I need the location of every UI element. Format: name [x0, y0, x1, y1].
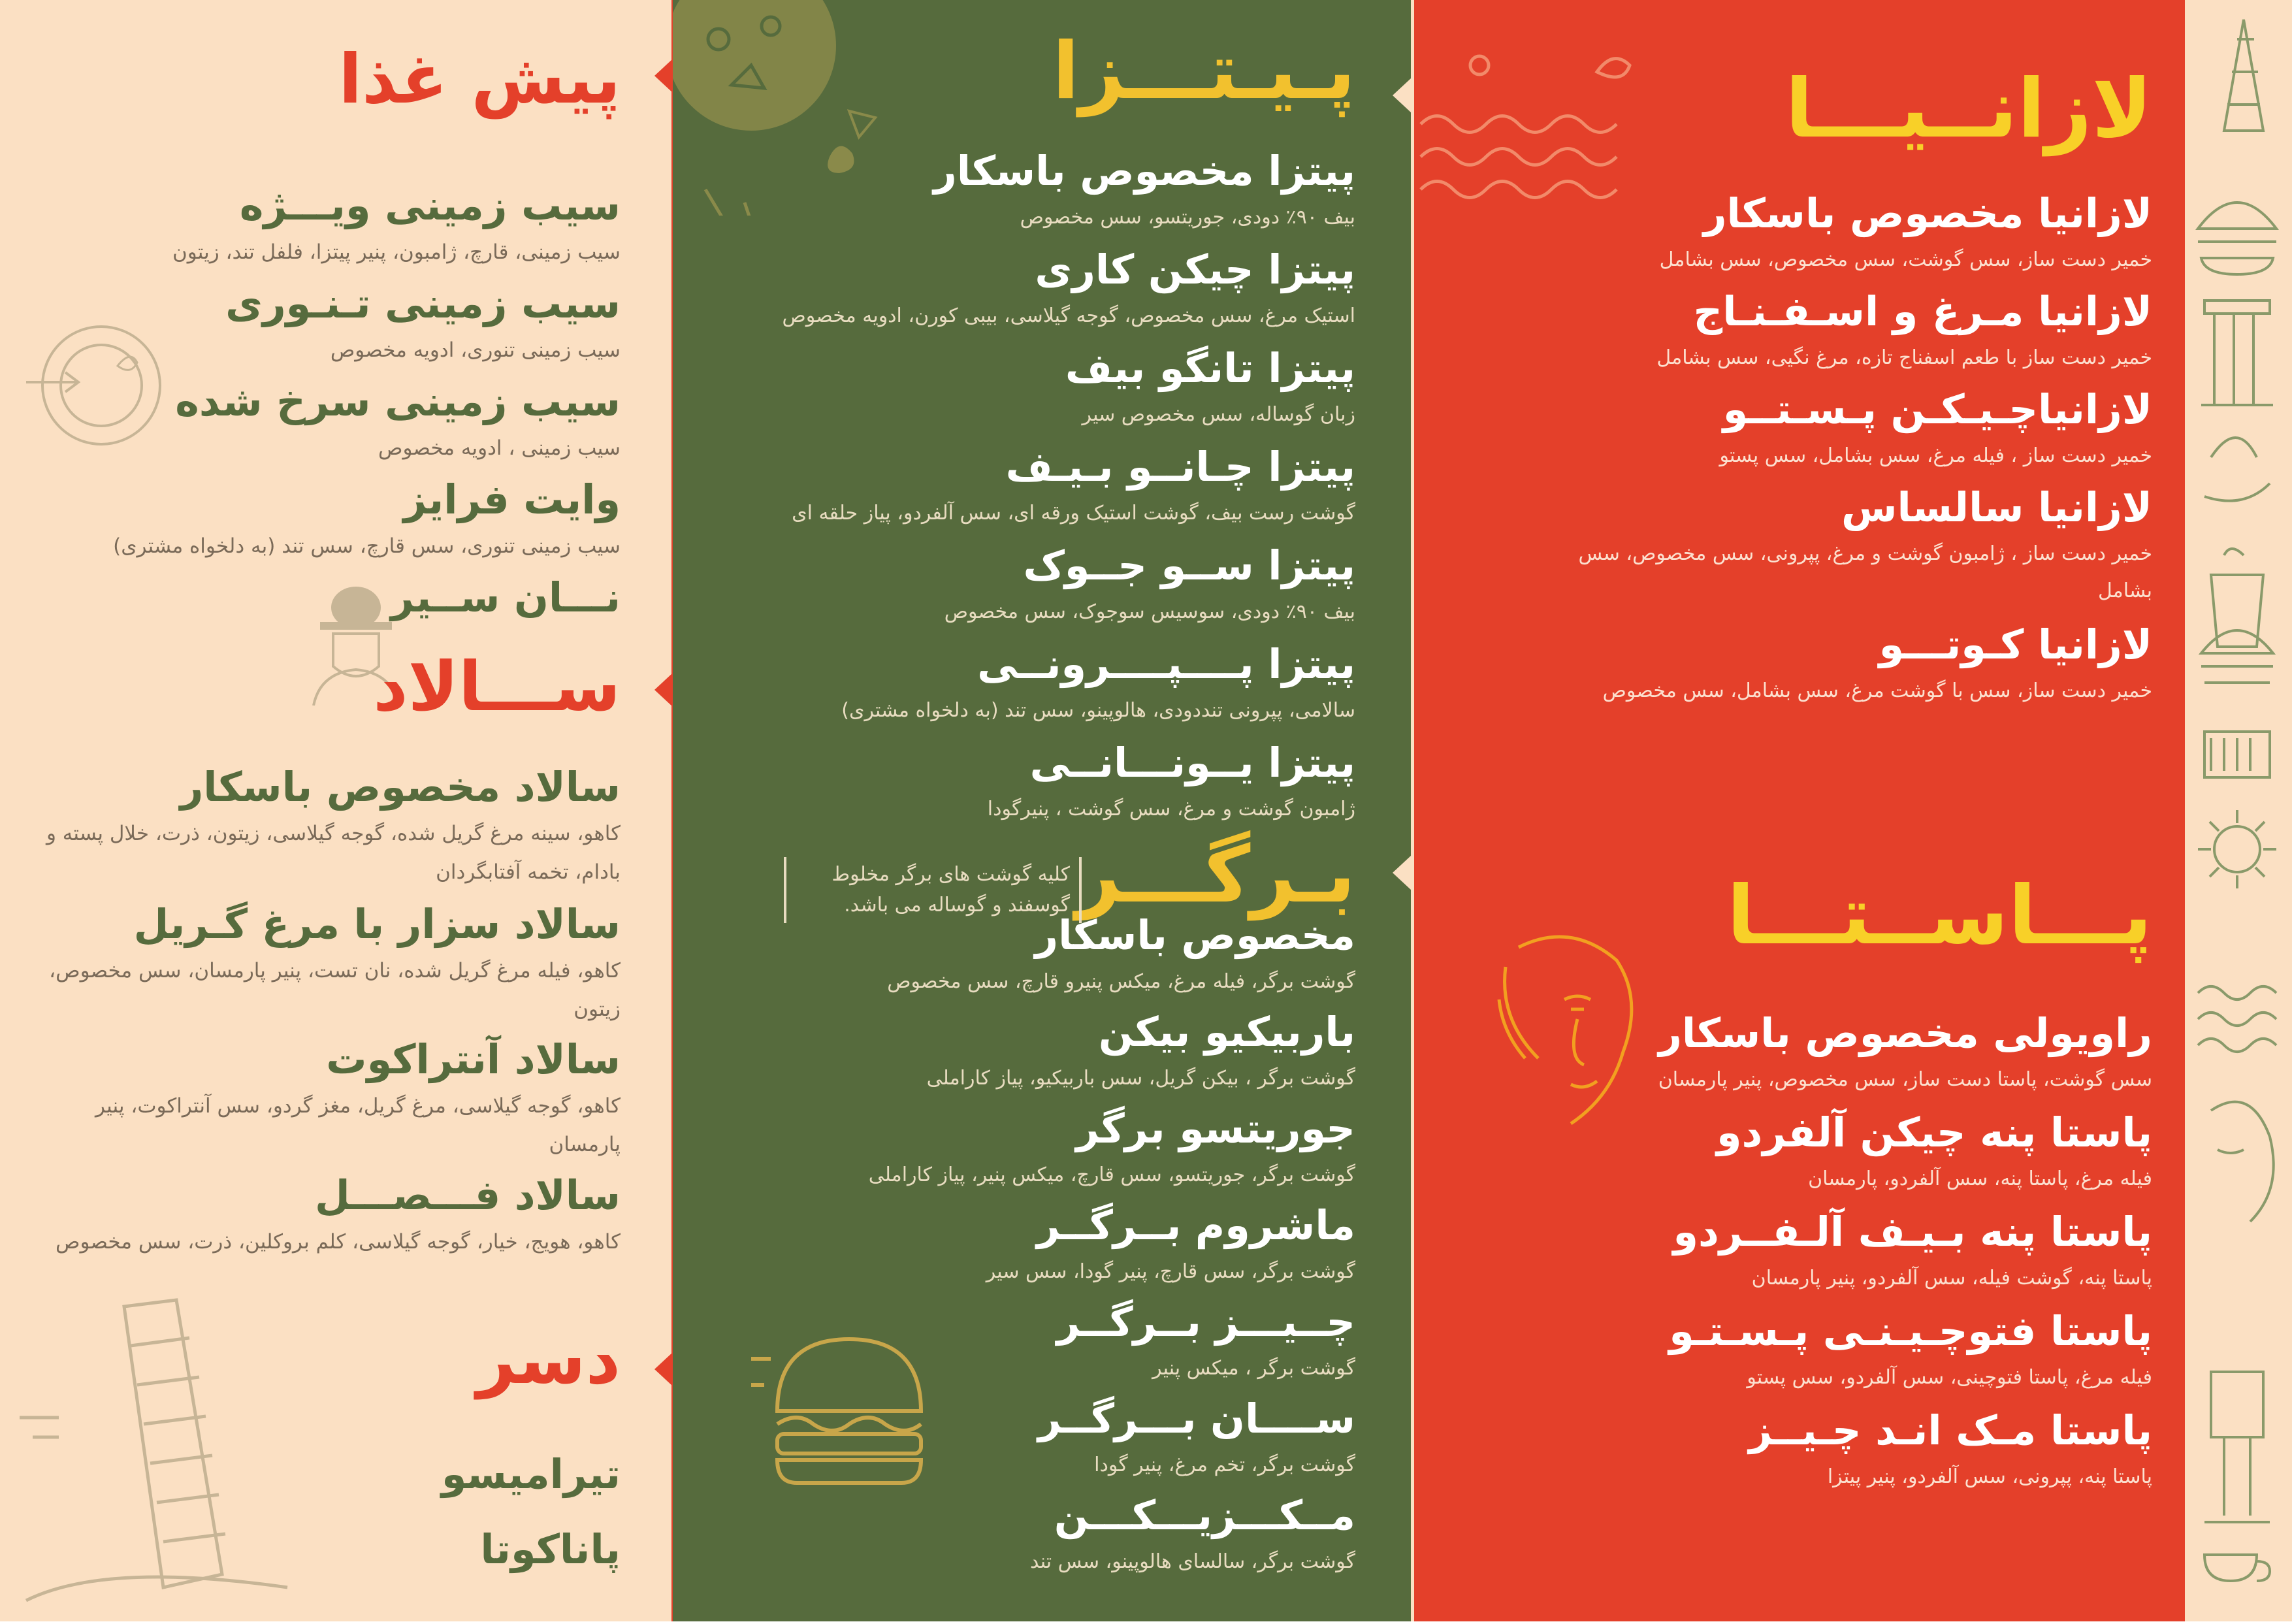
pasta-title: پـــاســتـــا [1726, 869, 2152, 963]
item-name: تیرامیسو [441, 1450, 621, 1498]
divider-notch [1393, 78, 1411, 112]
item-desc: گوشت برگر، جوریتسو، سس قارچ، میکس پنیر، پیاز کاراملی [868, 1163, 1355, 1186]
menu-item [1551, 1406, 2152, 1495]
item-desc: فیله مرغ، پاستا پنه، سس آلفردو، پارمسان [1808, 1167, 2152, 1190]
item-desc: کاهو، گوجه گیلاسی، مرغ گریل، مغز گردو، سس آنتراکوت، پنیر پارمسان [95, 1094, 621, 1156]
menu-item [767, 246, 1355, 334]
item-name: پیتزا تانگو بیف [1065, 344, 1355, 392]
item-name: پیتزا چـانــو بـیـف [1005, 443, 1355, 491]
burger-title: بـرگـــر [1075, 830, 1355, 920]
item-desc: گوشت برگر ، میکس پنیر [1152, 1357, 1355, 1380]
item-name: راویولی مخصوص باسکار [1658, 1009, 2152, 1057]
pizza-title: پـیـتـــزا [1052, 26, 1355, 117]
salads-title: ســـالاد [373, 647, 621, 726]
divider-notch [654, 1352, 673, 1386]
menu-item [767, 147, 1355, 236]
item-desc: استیک مرغ، سس مخصوص، گوجه گیلاسی، بیبی کورن، ادویه مخصوص [782, 304, 1355, 327]
item-name: پیتزا ســو جــوک [1023, 542, 1355, 589]
menu-item [33, 1450, 621, 1498]
item-desc: سیب زمینی تنوری، سس قارچ، سس تند (به دلخواه مشتری) [113, 534, 621, 558]
menu-item [767, 1201, 1355, 1290]
item-name: پاناکوتا [480, 1525, 621, 1573]
item-name: لازانیا کـوتـــو [1879, 621, 2152, 668]
item-name: نـــان ســیر [391, 574, 621, 621]
item-name: پاستا پنه چیکن آلفردو [1717, 1109, 2152, 1156]
menu-item [767, 1298, 1355, 1387]
menu-item [1551, 1009, 2152, 1098]
menu-item [33, 1525, 621, 1573]
item-name: جوریتسو برگر [1076, 1105, 1355, 1152]
menu-item [1551, 483, 2152, 609]
item-desc: بیف ۹۰٪ دودی، جوریتسو، سس مخصوص [1020, 206, 1355, 229]
item-name: پاستا پنه بـیـف آلـفــردو [1673, 1208, 2152, 1256]
menu-item [767, 1105, 1355, 1194]
appetizers-title: پیش غذا [338, 39, 621, 119]
item-name: سالاد فـــصـــل [315, 1171, 621, 1219]
item-desc: گوشت برگر ، بیکن گریل، سس باربیکیو، پیاز کاراملی [926, 1067, 1355, 1090]
menu-item [767, 911, 1355, 1000]
menu-item [33, 476, 621, 566]
menu-item [1551, 1307, 2152, 1396]
item-name: پیتزا مخصوص باسکار [933, 147, 1355, 195]
right-menu-panel [1414, 0, 2185, 1621]
item-desc: کاهو، سینه مرغ گریل شده، گوجه گیلاسی، زیتون، ذرت، خلال پسته و بادام، تخمه آفتابگردان [46, 822, 621, 884]
italian-icons-pattern [2185, 0, 2292, 1621]
decorative-strip [2185, 0, 2292, 1621]
item-desc: خمیر دست ساز ، فیله مرغ، سس بشامل، سس پستو [1719, 444, 2152, 467]
item-desc: خمیر دست ساز با طعم اسفناج تازه، مرغ نگیی، سس بشامل [1656, 346, 2152, 369]
item-name: وایت فرایز [403, 476, 621, 523]
item-desc: سیب زمینی ، ادویه مخصوص [378, 436, 621, 460]
item-name: پیتزا یــونـــانــی [1029, 739, 1355, 787]
menu-item [1551, 1208, 2152, 1297]
item-name: ســــان بـــرگــر [1038, 1395, 1355, 1442]
menu-item [1551, 1109, 2152, 1197]
item-name: سیب زمینی ویـــژه [239, 182, 621, 229]
item-name: چــیـــز بــرگــر [1056, 1298, 1355, 1346]
menu-item [1551, 621, 2152, 709]
menu-item [33, 182, 621, 272]
item-desc: خمیر دست ساز، سس با گوشت مرغ، سس بشامل، سس مخصوص [1602, 679, 2152, 702]
item-desc: پاستا پنه، گوشت فیله، سس آلفردو، پنیر پارمسان [1751, 1267, 2152, 1290]
menu-item [1551, 189, 2152, 278]
item-desc: پاستا پنه، پپرونی، سس آلفردو، پنیر پیتزا [1827, 1465, 2152, 1488]
item-desc: زبان گوساله، سس مخصوص سیر [1082, 403, 1355, 426]
item-desc: گوشت برگر، تخم مرغ، پنیر گودا [1094, 1453, 1355, 1476]
item-name: سیب زمینی تـنـوری [225, 280, 621, 327]
item-name: لازانیا مخصوص باسکار [1703, 189, 2152, 237]
item-name: باربیکیو بیکن [1098, 1008, 1355, 1056]
item-desc: سیب زمینی تنوری، ادویه مخصوص [330, 338, 621, 362]
item-desc: گوشت برگر، فیله مرغ، میکس پنیرو قارچ، سس مخصوص [887, 970, 1355, 993]
item-name: پاستا فتوچـیـنـی پـسـتـو [1669, 1307, 2152, 1355]
divider-notch [654, 59, 673, 93]
divider-notch [654, 673, 673, 707]
lasagna-title: لازانــیـــا [1785, 62, 2152, 156]
item-desc: کاهو، فیله مرغ گریل شده، نان تست، پنیر پارمسان، سس مخصوص، زیتون [49, 959, 621, 1021]
item-name: سالاد مخصوص باسکار [180, 763, 621, 811]
item-name: لازانیا سالساس [1841, 483, 2152, 531]
item-desc: ژامبون گوشت و مرغ، سس گوشت ، پنیرگودا [987, 798, 1355, 820]
item-name: لازانیاچـیـکـن پـسـتــو [1722, 385, 2152, 433]
item-desc: بیف ۹۰٪ دودی، سوسیس سوجوک، سس مخصوص [944, 600, 1355, 623]
item-desc: سالامی، پپرونی تنددودی، هالوپینو، سس تند (به دلخواه مشتری) [841, 699, 1355, 722]
item-desc: گوشت رست بیف، گوشت استیک ورقه ای، سس آلفردو، پیاز حلقه ای [792, 502, 1355, 525]
menu-item [767, 1395, 1355, 1484]
menu-item [33, 574, 621, 621]
divider-notch [1393, 856, 1411, 890]
item-desc: سیب زمینی، قارچ، ژامبون، پنیر پیتزا، فلفل تند، زیتون [172, 240, 621, 264]
item-desc: کاهو، هویج، خیار، گوجه گیلاسی، کلم بروکلین، ذرت، سس مخصوص [56, 1230, 621, 1254]
menu-item [33, 280, 621, 370]
menu-item [767, 739, 1355, 828]
menu-item [1551, 385, 2152, 474]
middle-menu-panel [673, 0, 1414, 1621]
menu-item [767, 1008, 1355, 1097]
item-desc: سس گوشت، پاستا دست ساز، سس مخصوص، پنیر پارمسان [1658, 1068, 2152, 1091]
menu-item [767, 443, 1355, 532]
menu-item [767, 1491, 1355, 1580]
menu-item [767, 640, 1355, 729]
item-name: مخصوص باسکار [1035, 911, 1355, 959]
item-name: سالاد سزار با مرغ گـریل [133, 900, 621, 948]
item-name: پیتزا چیکن کاری [1035, 246, 1355, 293]
menu-item [33, 900, 621, 1029]
item-name: مــکـــزیـــکـــن [1054, 1491, 1355, 1539]
item-desc: خمیر دست ساز، سس گوشت، سس مخصوص، سس بشامل [1659, 248, 2152, 271]
item-name: پیتزا پــــپــــرونــی [977, 640, 1355, 688]
item-name: سالاد آنتراکوت [326, 1035, 621, 1083]
item-desc: گوشت برگر، سالسای هالوپینو، سس تند [1029, 1550, 1355, 1573]
menu-item [33, 1035, 621, 1164]
item-name: پاستا مـک انـد چـیــز [1749, 1406, 2152, 1454]
menu-item [33, 1171, 621, 1261]
left-menu-panel [0, 0, 673, 1621]
item-name: لازانیا مـرغ و اسـفـنـاج [1693, 287, 2152, 335]
item-desc: خمیر دست ساز ، ژامبون گوشت و مرغ، پپرونی، سس مخصوص، سس بشامل [1578, 542, 2152, 602]
burger-note: کلیه گوشت های برگر مخلوط گوسفند و گوساله می باشد. [784, 857, 1082, 923]
menu-item [33, 378, 621, 468]
menu-item [767, 542, 1355, 630]
item-desc: فیله مرغ، پاستا فتوچینی، سس آلفردو، سس پستو [1747, 1366, 2152, 1389]
menu-item [33, 763, 621, 892]
item-desc: گوشت برگر، سس قارچ، پنیر گودا، سس سیر [986, 1260, 1355, 1283]
item-name: سیب زمینی سرخ شده [175, 378, 621, 425]
item-name: ماشروم بــرگــر [1036, 1201, 1355, 1249]
menu-item [767, 344, 1355, 433]
dessert-title: دسر [476, 1320, 621, 1399]
menu-item [1551, 287, 2152, 376]
